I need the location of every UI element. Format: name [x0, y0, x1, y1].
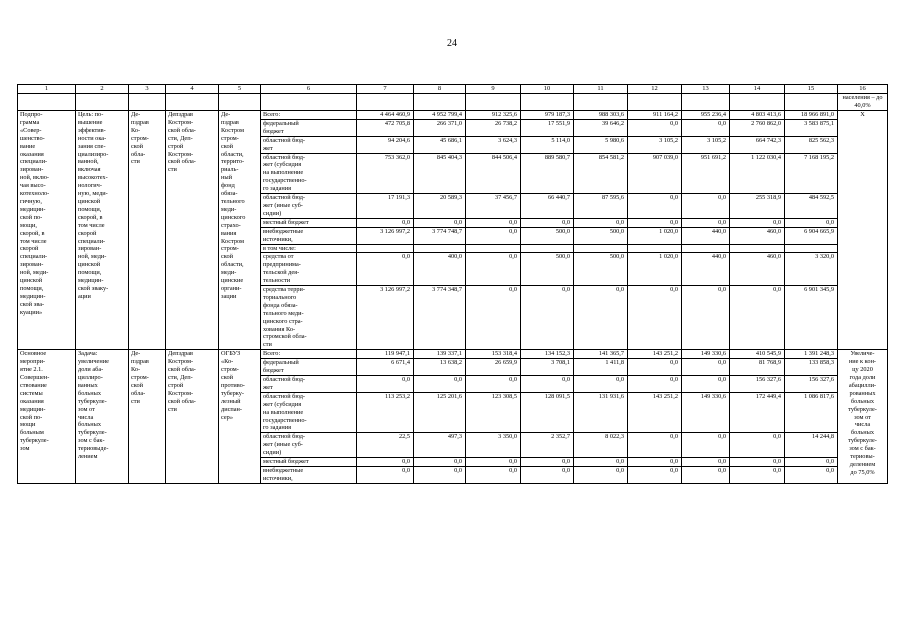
amount-cell: 6 671,4 [357, 359, 414, 376]
amount-cell: 0,0 [357, 218, 414, 227]
amount-cell: 3 105,2 [628, 136, 682, 153]
empty-cell [574, 94, 628, 111]
column-number-cell: 1 [18, 85, 76, 94]
empty-cell [414, 94, 466, 111]
amount-cell: 1 020,0 [628, 227, 682, 244]
amount-cell: 1 122 030,4 [730, 153, 785, 194]
amount-cell [574, 244, 628, 253]
amount-cell: 0,0 [521, 218, 574, 227]
amount-cell: 0,0 [628, 376, 682, 393]
amount-cell: 172 449,4 [730, 392, 785, 433]
amount-cell: 484 592,5 [785, 194, 838, 219]
coexecutor-cell: Депздрав Костром- ской обла- сти, Деп- строй Костром- ской обла- сти [166, 350, 219, 484]
funding-source-cell: внебюджетные источники, [261, 466, 357, 483]
amount-cell: 3 350,0 [466, 433, 521, 458]
amount-cell: 0,0 [414, 458, 466, 467]
amount-cell: 4 464 460,9 [357, 111, 414, 120]
amount-cell: 0,0 [521, 458, 574, 467]
amount-cell: 500,0 [574, 227, 628, 244]
amount-cell: 410 545,9 [730, 350, 785, 359]
amount-cell: 1 391 248,3 [785, 350, 838, 359]
amount-cell: 0,0 [521, 286, 574, 350]
coexecutor-cell: Депздрав Костром- ской обла- сти, Деп- строй Костром- ской обла- сти [166, 111, 219, 350]
funding-source-cell: областной бюд- жет (субсидия на выполнение государственно- го задания [261, 392, 357, 433]
amount-cell: 143 251,2 [628, 350, 682, 359]
amount-cell: 26 659,9 [466, 359, 521, 376]
amount-cell: 0,0 [730, 458, 785, 467]
amount-cell: 143 251,2 [628, 392, 682, 433]
page-number: 24 [447, 38, 457, 49]
amount-cell: 149 330,6 [682, 350, 730, 359]
column-number-cell: 9 [466, 85, 521, 94]
amount-cell: 123 308,5 [466, 392, 521, 433]
program-name-cell: Основное меропри- ятие 2.1. Совершен- ствование системы оказания медицин- ской по- мощи больным туберкуле- зом [18, 350, 76, 484]
amount-cell: 460,0 [730, 253, 785, 286]
amount-cell: 500,0 [574, 253, 628, 286]
funding-source-cell: областной бюд- жет (иные суб- сидии) [261, 194, 357, 219]
amount-cell: 3 583 875,1 [785, 119, 838, 136]
amount-cell: 255 318,9 [730, 194, 785, 219]
amount-cell: 139 337,1 [414, 350, 466, 359]
amount-cell [785, 244, 838, 253]
amount-cell: 472 705,8 [357, 119, 414, 136]
column-number-cell: 13 [682, 85, 730, 94]
amount-cell: 0,0 [574, 458, 628, 467]
amount-cell: 0,0 [466, 253, 521, 286]
amount-cell: 0,0 [466, 227, 521, 244]
amount-cell: 460,0 [730, 227, 785, 244]
amount-cell: 0,0 [628, 194, 682, 219]
amount-cell: 3 126 997,2 [357, 227, 414, 244]
empty-cell [466, 94, 521, 111]
continuation-row [18, 94, 888, 111]
amount-cell: 6 901 345,9 [785, 286, 838, 350]
amount-cell: 951 691,2 [682, 153, 730, 194]
column-number-cell: 6 [261, 85, 357, 94]
empty-cell [219, 94, 261, 111]
expected-result-cell: Увеличе- ние к кон- цу 2020 года доли абацилли- рованных больных туберкуле- зом от числа больных туберкуле- зом с бак- териовы- делением до 75,0% [838, 350, 888, 484]
amount-cell: 0,0 [628, 433, 682, 458]
column-number-cell: 15 [785, 85, 838, 94]
amount-cell [466, 244, 521, 253]
participant-cell: ОГБУЗ «Ко- стром- ской противо- туберку- лезный диспан- сер» [219, 350, 261, 484]
amount-cell: 0,0 [574, 466, 628, 483]
amount-cell: 4 952 799,4 [414, 111, 466, 120]
amount-cell: 844 506,4 [466, 153, 521, 194]
amount-cell: 0,0 [628, 119, 682, 136]
budget-table [17, 84, 888, 484]
amount-cell: 0,0 [628, 458, 682, 467]
amount-cell: 3 774 348,7 [414, 286, 466, 350]
amount-cell: 400,0 [414, 253, 466, 286]
amount-cell: 497,3 [414, 433, 466, 458]
amount-cell: 0,0 [574, 376, 628, 393]
amount-cell: 3 320,0 [785, 253, 838, 286]
amount-cell: 2 352,7 [521, 433, 574, 458]
amount-cell: 0,0 [628, 466, 682, 483]
amount-cell: 0,0 [414, 218, 466, 227]
amount-cell: 3 126 997,2 [357, 286, 414, 350]
amount-cell: 17 551,9 [521, 119, 574, 136]
amount-cell: 3 105,2 [682, 136, 730, 153]
amount-cell: 45 686,1 [414, 136, 466, 153]
empty-cell [166, 94, 219, 111]
amount-cell [414, 244, 466, 253]
amount-cell: 125 201,6 [414, 392, 466, 433]
amount-cell: 18 966 891,0 [785, 111, 838, 120]
amount-cell: 156 327,6 [785, 376, 838, 393]
participant-cell: Де- пздрав Костром стром- ской области, террито- риаль- ный фонд обяза- тельного меди- цинского страхо- вания Костром стром- ской области, меди- цинские органи- зации [219, 111, 261, 350]
amount-cell: 149 330,6 [682, 392, 730, 433]
funding-source-cell: областной бюд- жет (иные суб- сидии) [261, 433, 357, 458]
amount-cell: 6 904 665,9 [785, 227, 838, 244]
amount-cell: 0,0 [730, 466, 785, 483]
empty-cell [129, 94, 166, 111]
amount-cell: 0,0 [521, 376, 574, 393]
amount-cell: 0,0 [682, 286, 730, 350]
funding-source-cell: областной бюд- жет [261, 376, 357, 393]
amount-cell: 0,0 [682, 433, 730, 458]
amount-cell: 7 168 195,2 [785, 153, 838, 194]
empty-cell [682, 94, 730, 111]
amount-cell: 664 742,3 [730, 136, 785, 153]
funding-source-cell: внебюджетные источники, [261, 227, 357, 244]
amount-cell: 0,0 [414, 376, 466, 393]
amount-cell: 0,0 [682, 359, 730, 376]
amount-cell: 0,0 [521, 466, 574, 483]
amount-cell: 0,0 [466, 466, 521, 483]
amount-cell: 81 768,9 [730, 359, 785, 376]
empty-cell [76, 94, 129, 111]
funding-source-cell: средства терри- ториального фонда обяза- тельного меди- цинского стра- хования Ко- стромской обла- сти [261, 286, 357, 350]
amount-cell: 133 858,3 [785, 359, 838, 376]
amount-cell: 0,0 [730, 218, 785, 227]
amount-cell: 5 980,6 [574, 136, 628, 153]
amount-cell: 0,0 [466, 458, 521, 467]
amount-cell: 0,0 [682, 218, 730, 227]
amount-cell: 13 638,2 [414, 359, 466, 376]
amount-cell: 0,0 [414, 466, 466, 483]
amount-cell: 0,0 [785, 458, 838, 467]
amount-cell: 37 456,7 [466, 194, 521, 219]
amount-cell: 5 114,0 [521, 136, 574, 153]
program-name-cell: Подпро- грамма «Совер- шенство- вание оказания специали- зирован- ной, вклю- чая высо- котехноло- гичную, медицин- ской по- мощи, скорой, в том числе скорой специали- зирован- ной, меди- цинской помощи, медицин- ской эва- куации» [18, 111, 76, 350]
amount-cell: 0,0 [785, 218, 838, 227]
continuation-text: населения – до 40,0% [838, 94, 888, 111]
goal-cell: Задача: увеличение доли аба- циллиро- ванных больных туберкуле- зом от числа больных туберкуле- зом с бак- териовыде- лением [76, 350, 129, 484]
amount-cell: 0,0 [682, 458, 730, 467]
funding-source-cell: средства от предпринима- тельской дея- тельности [261, 253, 357, 286]
amount-cell: 0,0 [357, 458, 414, 467]
column-number-cell: 7 [357, 85, 414, 94]
expected-result-cell: X [838, 111, 888, 350]
amount-cell: 911 164,2 [628, 111, 682, 120]
amount-cell: 0,0 [628, 359, 682, 376]
funding-source-cell: местный бюджет [261, 458, 357, 467]
amount-cell: 0,0 [730, 286, 785, 350]
amount-cell: 94 204,6 [357, 136, 414, 153]
amount-cell: 0,0 [466, 218, 521, 227]
funding-source-cell: областной бюд- жет (субсидия на выполнение государственно- го задания [261, 153, 357, 194]
amount-cell: 0,0 [574, 286, 628, 350]
funding-source-cell: в том числе: [261, 244, 357, 253]
amount-cell: 131 931,6 [574, 392, 628, 433]
amount-cell: 889 580,7 [521, 153, 574, 194]
column-number-cell: 5 [219, 85, 261, 94]
amount-cell: 3 624,3 [466, 136, 521, 153]
amount-cell: 0,0 [730, 433, 785, 458]
column-number-cell: 3 [129, 85, 166, 94]
amount-cell: 0,0 [466, 286, 521, 350]
amount-cell: 440,0 [682, 253, 730, 286]
amount-cell: 266 371,0 [414, 119, 466, 136]
amount-cell: 39 646,2 [574, 119, 628, 136]
funding-source-cell: областной бюд- жет [261, 136, 357, 153]
amount-cell: 2 760 862,0 [730, 119, 785, 136]
funding-source-cell: федеральный бюджет [261, 119, 357, 136]
empty-cell [628, 94, 682, 111]
amount-cell: 119 947,1 [357, 350, 414, 359]
amount-cell: 440,0 [682, 227, 730, 244]
amount-cell [730, 244, 785, 253]
amount-cell: 14 244,8 [785, 433, 838, 458]
funding-source-cell: Всего: [261, 350, 357, 359]
amount-cell: 0,0 [628, 286, 682, 350]
amount-cell: 128 091,5 [521, 392, 574, 433]
amount-cell: 22,5 [357, 433, 414, 458]
amount-cell: 753 362,0 [357, 153, 414, 194]
amount-cell: 17 191,3 [357, 194, 414, 219]
amount-cell: 4 803 413,6 [730, 111, 785, 120]
amount-cell: 845 404,3 [414, 153, 466, 194]
amount-cell: 0,0 [682, 119, 730, 136]
empty-cell [730, 94, 785, 111]
amount-cell: 907 039,0 [628, 153, 682, 194]
column-number-cell: 10 [521, 85, 574, 94]
column-number-cell: 2 [76, 85, 129, 94]
funding-source-cell: местный бюджет [261, 218, 357, 227]
table-body [18, 85, 888, 484]
amount-cell: 66 440,7 [521, 194, 574, 219]
amount-cell: 153 318,4 [466, 350, 521, 359]
amount-cell [628, 244, 682, 253]
amount-cell: 0,0 [682, 466, 730, 483]
column-number-cell: 12 [628, 85, 682, 94]
amount-cell [521, 244, 574, 253]
amount-cell: 1 411,8 [574, 359, 628, 376]
amount-cell: 134 152,3 [521, 350, 574, 359]
amount-cell: 26 738,2 [466, 119, 521, 136]
funding-source-cell: федеральный бюджет [261, 359, 357, 376]
amount-cell: 0,0 [357, 376, 414, 393]
amount-cell: 955 236,4 [682, 111, 730, 120]
column-number-cell: 4 [166, 85, 219, 94]
amount-cell: 87 595,6 [574, 194, 628, 219]
amount-cell: 0,0 [357, 466, 414, 483]
amount-cell: 500,0 [521, 253, 574, 286]
amount-cell: 0,0 [357, 253, 414, 286]
amount-cell: 8 022,3 [574, 433, 628, 458]
goal-cell: Цель: по- вышение эффектив- ности ока- зания спе- циализиро- ванной, включая высокотех- нологич- ную, меди- цинской помощи, скорой, в том числе скорой специали- зирован- ной, меди- цинской помощи, медицин- ской эваку- ации [76, 111, 129, 350]
funding-source-cell: Всего: [261, 111, 357, 120]
amount-cell: 0,0 [628, 218, 682, 227]
amount-cell: 0,0 [682, 376, 730, 393]
column-number-cell: 8 [414, 85, 466, 94]
amount-cell: 988 303,6 [574, 111, 628, 120]
amount-cell: 0,0 [574, 218, 628, 227]
amount-cell: 1 086 817,6 [785, 392, 838, 433]
table-row [18, 350, 888, 359]
amount-cell: 1 020,0 [628, 253, 682, 286]
empty-cell [18, 94, 76, 111]
amount-cell: 912 325,6 [466, 111, 521, 120]
empty-cell [785, 94, 838, 111]
amount-cell: 113 253,2 [357, 392, 414, 433]
amount-cell: 500,0 [521, 227, 574, 244]
empty-cell [357, 94, 414, 111]
column-number-row [18, 85, 888, 94]
column-number-cell: 16 [838, 85, 888, 94]
amount-cell: 0,0 [785, 466, 838, 483]
amount-cell: 20 589,3 [414, 194, 466, 219]
responsible-cell: Де- пздрав Ко- стром- ской обла- сти [129, 111, 166, 350]
amount-cell: 854 581,2 [574, 153, 628, 194]
amount-cell: 979 187,3 [521, 111, 574, 120]
amount-cell: 141 365,7 [574, 350, 628, 359]
responsible-cell: Де- пздрав Ко- стром- ской обла- сти [129, 350, 166, 484]
amount-cell [682, 244, 730, 253]
table-row [18, 111, 888, 120]
empty-cell [261, 94, 357, 111]
amount-cell: 0,0 [682, 194, 730, 219]
amount-cell: 3 774 748,7 [414, 227, 466, 244]
amount-cell [357, 244, 414, 253]
amount-cell: 0,0 [466, 376, 521, 393]
amount-cell: 156 327,6 [730, 376, 785, 393]
amount-cell: 3 708,1 [521, 359, 574, 376]
amount-cell: 825 562,3 [785, 136, 838, 153]
column-number-cell: 11 [574, 85, 628, 94]
column-number-cell: 14 [730, 85, 785, 94]
empty-cell [521, 94, 574, 111]
